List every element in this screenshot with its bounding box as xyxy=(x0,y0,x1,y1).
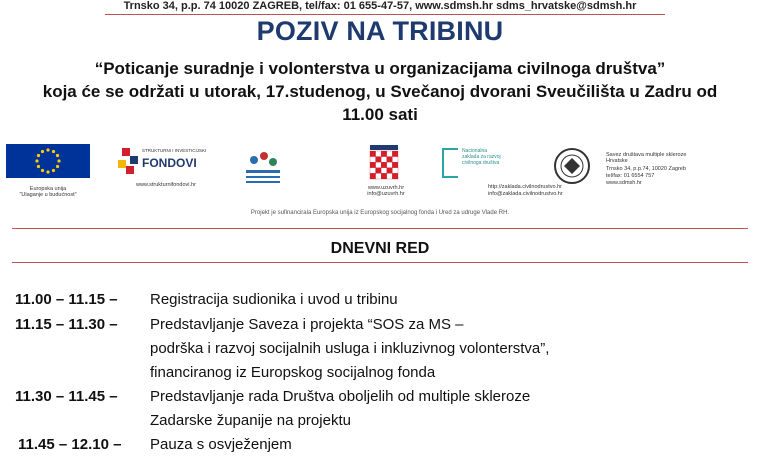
savez-url: www.sdmsh.hr xyxy=(606,180,642,186)
agenda-time-1: 11.00 – 11.15 – xyxy=(15,291,118,308)
fondovi-name: FONDOVI xyxy=(142,156,197,170)
agenda-text-2a: Predstavljanje Saveza i projekta “SOS za MS – xyxy=(150,316,464,333)
eu-flag-icon xyxy=(6,144,90,178)
eu-star xyxy=(46,148,49,151)
agenda-divider xyxy=(12,262,748,263)
eu-star xyxy=(35,159,38,162)
checker-square xyxy=(381,157,387,163)
checker-square xyxy=(381,168,387,174)
checker-square xyxy=(381,173,387,179)
small-partner-logo xyxy=(240,144,286,195)
eu-star xyxy=(46,170,49,173)
agenda-text-4: Pauza s osvježenjem xyxy=(150,436,292,453)
coat-of-arms-icon xyxy=(369,144,399,180)
checker-square xyxy=(387,151,393,157)
checker-square xyxy=(376,173,382,179)
savez-emblem-icon xyxy=(548,146,596,186)
logo-strip xyxy=(0,140,760,208)
zaklada-name: Nacionalna zaklada za razvoj civilnoga društva xyxy=(462,148,501,166)
checker-square xyxy=(387,173,393,179)
eu-star xyxy=(57,159,60,162)
checker-square xyxy=(376,162,382,168)
checker-square xyxy=(370,168,376,174)
ured-url: www.uzuvrh.hr xyxy=(367,185,405,191)
address-line: Trnsko 34, p.p. 74 10020 ZAGREB, tel/fax: 01 655-47-57, www.sdmsh.hr sdms_hrvatske@sdmsh.hr xyxy=(123,0,637,12)
logo-divider xyxy=(12,228,748,229)
eu-caption-2: "Ulaganje u budućnost" xyxy=(19,192,77,198)
eu-star xyxy=(52,169,55,172)
funding-note: Projekt je sufinancirala Europska unija iz Europskog socijalnog fonda i Ured za udruge Vlade RH. xyxy=(250,210,510,216)
checker-square xyxy=(376,151,382,157)
eu-star xyxy=(37,165,40,168)
eu-star xyxy=(56,154,59,157)
header-divider xyxy=(105,14,665,15)
checker-square xyxy=(381,151,387,157)
fondovi-mark-icon xyxy=(116,146,142,180)
checker-square xyxy=(392,162,398,168)
checker-square xyxy=(392,157,398,163)
checker-square xyxy=(392,173,398,179)
checker-square xyxy=(370,151,376,157)
event-time: 11.00 sati xyxy=(342,105,418,124)
fondovi-top-text: STRUKTURNI I INVESTICIJSKI xyxy=(142,148,207,153)
bracket-icon xyxy=(442,148,458,178)
ured-za-udruge-logo xyxy=(356,144,416,197)
agenda-time-3: 11.30 – 11.45 – xyxy=(15,388,118,405)
checker-square xyxy=(387,168,393,174)
partner-mark-icon xyxy=(240,144,286,190)
agenda-time-2: 11.15 – 11.30 – xyxy=(15,316,118,333)
checker-square xyxy=(370,157,376,163)
agenda-text-2c: financiranog iz Europskog socijalnog fonda xyxy=(150,364,436,381)
checker-square xyxy=(387,162,393,168)
checker-square xyxy=(387,157,393,163)
savez-address: Trnsko 34, p.p.74, 10020 Zagreb xyxy=(606,166,686,172)
checker-square xyxy=(370,173,376,179)
agenda-text-3b: Zadarske županije na projektu xyxy=(150,412,351,429)
checker-square xyxy=(392,151,398,157)
checker-square xyxy=(370,162,376,168)
event-topic: “Poticanje suradnje i volonterstva u organizacijama civilnoga društva” xyxy=(94,59,666,78)
checker-square xyxy=(376,168,382,174)
eu-star xyxy=(41,169,44,172)
agenda-time-4: 11.45 – 12.10 – xyxy=(18,436,122,453)
savez-name: Savez društava multiple skleroze Hrvatske xyxy=(606,152,687,164)
agenda-text-1: Registracija sudionika i uvod u tribinu xyxy=(150,291,398,308)
checker-square xyxy=(392,168,398,174)
checker-square xyxy=(376,157,382,163)
agenda-text-2b: podrška i razvoj socijalnih usluga i inkluzivnog volonterstva”, xyxy=(150,340,550,357)
eu-star xyxy=(37,154,40,157)
event-details: koja će se održati u utorak, 17.studenog, u Svečanoj dvorani Sveučilišta u Zadru od xyxy=(42,82,718,101)
agenda-title: DNEVNI RED xyxy=(330,240,430,257)
eu-star xyxy=(41,150,44,153)
zaklada-email: info@zaklada.civilnodrustvo.hr xyxy=(488,191,563,197)
zaklada-url: http://zaklada.civilnodrustvo.hr xyxy=(488,184,562,190)
ured-email: info@uzuvrh.hr xyxy=(367,191,405,197)
eu-caption-1: Europska unija xyxy=(29,186,67,192)
checker-square xyxy=(381,162,387,168)
agenda-text-3a: Predstavljanje rada Društva oboljelih od multiple skleroze xyxy=(150,388,531,405)
page-title: POZIV NA TRIBINU xyxy=(256,16,504,46)
eu-star xyxy=(52,150,55,153)
fondovi-url: www.strukturnifondovi.hr xyxy=(136,182,196,188)
eu-star xyxy=(56,165,59,168)
eu-flag-logo xyxy=(6,144,90,198)
savez-tel: tel/fax: 01 6554 757 xyxy=(606,173,655,179)
